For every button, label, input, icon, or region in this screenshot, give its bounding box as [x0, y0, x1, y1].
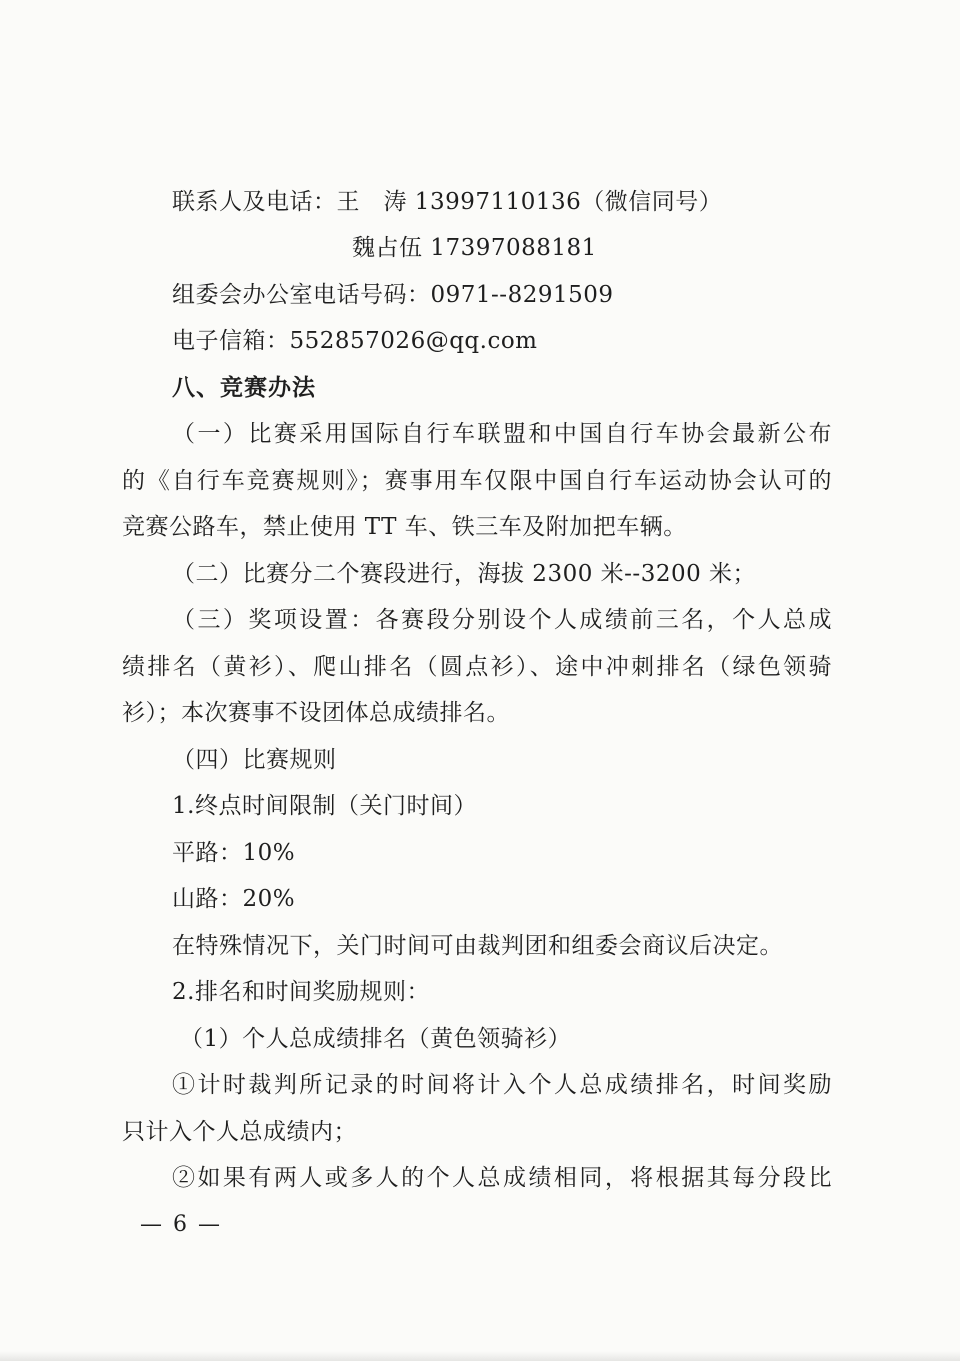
- paragraph-line: 在特殊情况下，关门时间可由裁判团和组委会商议后决定。: [172, 933, 783, 959]
- paragraph-line: 竞赛公路车，禁止使用 TT 车、铁三车及附加把车辆。: [122, 514, 687, 540]
- rule-subitem: （1）个人总成绩排名（黄色领骑衫）: [180, 1026, 572, 1052]
- office-phone-line: 组委会办公室电话号码：0971--8291509: [172, 282, 614, 308]
- subsection-heading: （四）比赛规则: [172, 747, 337, 773]
- paragraph-line: （三）奖项设置：各赛段分别设个人成绩前三名，个人总成: [172, 607, 832, 633]
- paragraph-line: ②如果有两人或多人的个人总成绩相同，将根据其每分段比: [172, 1165, 832, 1191]
- page-number: — 6 —: [140, 1212, 222, 1237]
- contact-line-2: 魏占伍 17397088181: [352, 235, 597, 261]
- paragraph-line: （二）比赛分二个赛段进行，海拔 2300 米--3200 米；: [172, 561, 757, 587]
- paragraph-line: 绩排名（黄衫）、爬山排名（圆点衫）、途中冲刺排名（绿色领骑: [122, 654, 832, 680]
- rule-item: 2.排名和时间奖励规则：: [172, 979, 430, 1005]
- rule-value: 平路：10%: [172, 840, 296, 866]
- paragraph-line: （一）比赛采用国际自行车联盟和中国自行车协会最新公布: [172, 421, 832, 447]
- rule-value: 山路：20%: [172, 886, 296, 912]
- email-line: 电子信箱：552857026@qq.com: [172, 328, 538, 354]
- paragraph-line: 只计入个人总成绩内；: [122, 1119, 357, 1145]
- paragraph-line: ①计时裁判所记录的时间将计入个人总成绩排名，时间奖励: [172, 1072, 832, 1098]
- paragraph-line: 衫）；本次赛事不设团体总成绩排名。: [122, 700, 510, 726]
- page-edge: [0, 1351, 960, 1361]
- section-heading: 八、竞赛办法: [172, 374, 316, 401]
- paragraph-line: 的《自行车竞赛规则》；赛事用车仅限中国自行车运动协会认可的: [122, 468, 832, 494]
- contact-line: 联系人及电话：王 涛 13997110136（微信同号）: [172, 189, 723, 215]
- rule-item: 1.终点时间限制（关门时间）: [172, 793, 477, 819]
